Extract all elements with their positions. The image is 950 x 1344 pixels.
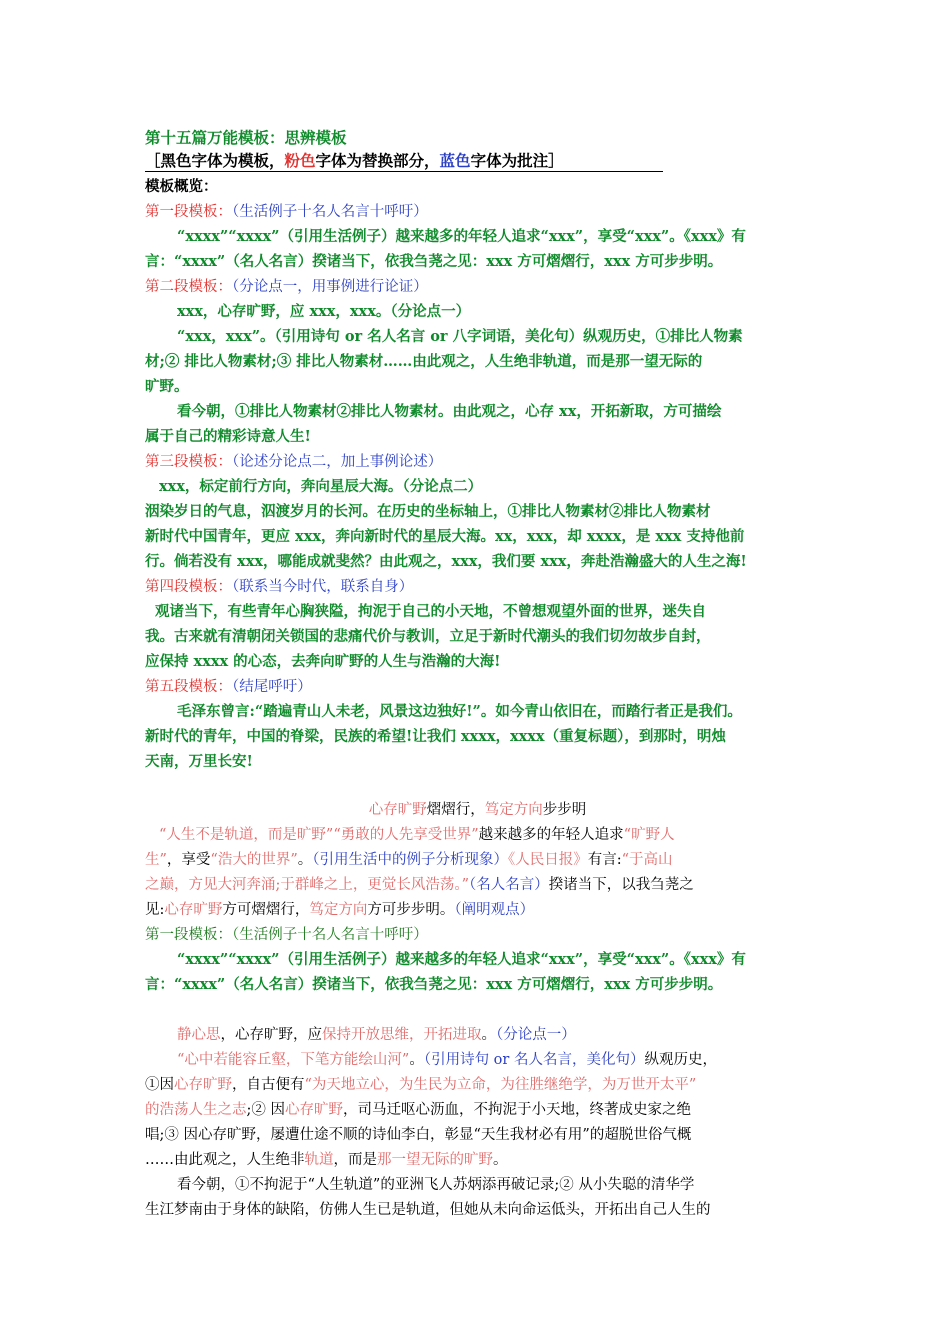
p5-note: （结尾呼吁）: [232, 679, 312, 695]
template-title: 第十五篇万能模板：思辨模板: [145, 128, 347, 147]
pink-text: 那一望无际的旷野: [377, 1152, 493, 1168]
p3-line: 洇染岁日的气息，泅渡岁月的长河。在历史的坐标轴上，①排比人物素材②排比人物素材: [145, 503, 711, 520]
legend-mid: 字体为替换部分，: [315, 151, 440, 170]
p2-note: （分论点一，用事例进行论证）: [232, 279, 428, 295]
p3-note: （论述分论点二，加上事例论述）: [232, 454, 443, 470]
p5-heading: 第五段模板：: [145, 679, 232, 695]
p1-line: 言：“xxxx”（名人名言）揆诸当下，依我刍荛之见：xxx 方可熠熠行，xxx 方可步步明。: [145, 253, 723, 270]
pink-text: 心存旷野: [174, 1077, 232, 1093]
p3-line: 行。倘若没有 xxx，哪能成就斐然？由此观之，xxx，我们要 xxx，奔赴浩瀚盛大的人生之海!: [145, 553, 747, 570]
black-text: 。: [481, 1027, 496, 1043]
p3-heading-line: [145, 452, 810, 472]
pink-text: “旷野人: [623, 827, 675, 843]
p1-heading: 第一段模板：: [145, 204, 232, 220]
example-intro-line: [145, 825, 810, 845]
p2-line: “xxx，xxx”。（引用诗句 or 名人名言 or 八字词语，美化句）纵观历史，①排比人物素: [177, 328, 743, 345]
p3-line: 新时代中国青年，更应 xxx，奔向新时代的星辰大海。xx，xxx，却 xxxx，是 xxx 支持他前: [145, 528, 745, 545]
p2-heading: 第二段模板：: [145, 279, 232, 295]
p2-line: 旷野。: [145, 378, 189, 395]
example-title-pink: 心存旷野: [368, 802, 427, 818]
repeat-note: （生活例子十名人名言十呼吁）: [232, 927, 428, 943]
p5-line: 新时代的青年，中国的脊梁，民族的希望!让我们 xxxx，xxxx（重复标题），到那时，明烛: [145, 728, 726, 745]
blue-note: （阐明观点）: [454, 902, 535, 918]
blue-note: （引用生活中的例子分析现象）: [312, 852, 508, 868]
body-line: 唱;③ 因心存旷野，屡遭仕途不顺的诗仙李白，彰显“天生我材必有用”的超脱世俗气概: [145, 1127, 692, 1143]
p1-line: “xxxx”“xxxx”（引用生活例子）越来越多的年轻人追求“xxx”，享受“xxx”。《xxx》有: [177, 228, 746, 245]
p4-line: 我。古来就有清朝闭关锁国的悲痛代价与教训，立足于新时代潮头的我们切勿故步自封，: [145, 628, 711, 645]
repeat-heading-line: [145, 925, 810, 945]
black-text: ，享受: [166, 852, 211, 868]
overview-heading: 模板概览：: [145, 178, 218, 195]
repeat-line: 言：“xxxx”（名人名言）揆诸当下，依我刍荛之见：xxx 方可熠熠行，xxx 方可步步明。: [145, 976, 723, 993]
legend-close: 字体为批注］: [470, 151, 564, 170]
example-title-black: 步步明: [542, 802, 587, 818]
black-text: 方可步步明。: [367, 902, 455, 918]
p4-heading-line: [145, 577, 810, 597]
p5-heading-line: [145, 677, 810, 697]
body-line: [145, 1075, 810, 1095]
legend-open: ［黑色字体为模板，: [145, 151, 285, 170]
black-text: ，心存旷野，应: [220, 1027, 322, 1043]
blue-note: （引用诗句 or 名人名言，美化句）: [423, 1052, 645, 1068]
pink-text: “为天地立心，为生民为立命，为往胜继绝学，为万世开太平”: [304, 1077, 697, 1093]
p3-heading: 第三段模板：: [145, 454, 232, 470]
p2-line: 看今朝，①排比人物素材②排比人物素材。由此观之，心存 xx，开拓新取，方可描绘: [177, 403, 722, 420]
pink-text: “浩大的世界”: [210, 852, 298, 868]
pink-text: 的浩荡人生之志: [145, 1102, 247, 1118]
black-text: ……由此观之，人生绝非: [145, 1152, 305, 1168]
example-title-black: 熠熠行，: [426, 802, 485, 818]
pink-text: “勇敢的人先享受世界”: [333, 827, 479, 843]
black-text: 见:: [145, 902, 165, 918]
p1-note: （生活例子十名人名言十呼吁）: [232, 204, 428, 220]
p2-line: 材;② 排比人物素材;③ 排比人物素材……由此观之，人生绝非轨道，而是那一望无际的: [145, 353, 703, 370]
pink-text: “人生不是轨道，而是旷野”: [159, 827, 334, 843]
pink-text: “心中若能容丘壑，下笔方能绘山河”: [177, 1052, 410, 1068]
legend-blue: 蓝色: [439, 151, 471, 170]
example-title: [145, 800, 810, 820]
body-line: [145, 1150, 810, 1170]
black-text: ，而是: [333, 1152, 377, 1168]
p3-line: xxx，标定前行方向，奔向星辰大海。（分论点二）: [159, 478, 483, 495]
black-text: 方可熠熠行，: [222, 902, 310, 918]
black-text: 。: [297, 852, 313, 868]
p4-heading: 第四段模板：: [145, 579, 232, 595]
p5-line: 天南，万里长安!: [145, 753, 253, 770]
body-line: [145, 1100, 810, 1120]
black-text: 。: [493, 1152, 508, 1168]
repeat-heading: 第一段模板：: [145, 927, 232, 943]
blue-note: （分论点一）: [496, 1027, 576, 1043]
body-line: 生江梦南由于身体的缺陷，仿佛人生已是轨道，但她从未向命运低头，开拓出自己人生的: [145, 1202, 711, 1218]
pink-text: 静心思: [177, 1027, 221, 1043]
p2-line: 属于自己的精彩诗意人生!: [145, 428, 311, 445]
black-text: ①因: [145, 1077, 174, 1093]
black-text: 越来越多的年轻人追求: [478, 827, 624, 843]
pink-text: 笃定方向: [309, 902, 368, 918]
pink-text: 生”: [145, 852, 167, 868]
p2-heading-line: [145, 277, 810, 297]
example-intro-line: [145, 900, 810, 920]
pink-text: 轨道: [304, 1152, 334, 1168]
pink-text: 《人民日报》: [508, 852, 588, 868]
body-line: 看今朝，①不拘泥于“人生轨道”的亚洲飞人苏炳添再破记录;② 从小失聪的清华学: [177, 1177, 695, 1193]
example-title-pink: 笃定方向: [484, 802, 543, 818]
p4-line: 应保持 xxxx 的心态，去奔向旷野的人生与浩瀚的大海!: [145, 653, 501, 670]
pink-text: 心存旷野: [164, 902, 223, 918]
p5-line: 毛泽东曾言:“踏遍青山人未老，风景这边独好!”。如今青山依旧在，而踏行者正是我们。: [177, 703, 742, 720]
legend-pink: 粉色: [284, 151, 316, 170]
p4-line: 观诸当下，有些青年心胸狭隘，拘泥于自己的小天地，不曾想观望外面的世界，迷失自: [155, 603, 706, 620]
black-text: ;② 因: [246, 1102, 285, 1118]
pink-text: 保持开放思维，开拓进取: [322, 1027, 482, 1043]
p2-line: xxx，心存旷野，应 xxx，xxx。（分论点一）: [177, 303, 471, 320]
black-text: 纵观历史，: [644, 1052, 717, 1068]
repeat-line: “xxxx”“xxxx”（引用生活例子）越来越多的年轻人追求“xxx”，享受“xxx”。《xxx》有: [177, 951, 746, 968]
black-text: 。: [409, 1052, 424, 1068]
p1-heading-line: [145, 202, 810, 222]
black-text: 有言:: [587, 852, 622, 868]
blue-note: （名人名言）: [469, 877, 549, 893]
black-text: 揆诸当下，以我刍荛之: [548, 877, 694, 893]
black-text: ，自古便有: [232, 1077, 305, 1093]
black-text: ，司马迁呕心沥血，不拘泥于小天地，终著成史家之绝: [343, 1102, 691, 1118]
pink-text: “于高山: [621, 852, 673, 868]
pink-text: 之巅，方见大河奔涌;于群峰之上，更觉长风浩荡。”: [145, 877, 470, 893]
p4-note: （联系当今时代，联系自身）: [232, 579, 414, 595]
pink-text: 心存旷野: [285, 1102, 343, 1118]
body-line: [145, 1025, 810, 1045]
example-intro-line: [145, 875, 810, 895]
legend-bracket: [145, 151, 663, 172]
example-intro-line: [145, 850, 810, 870]
body-line: [145, 1050, 810, 1070]
